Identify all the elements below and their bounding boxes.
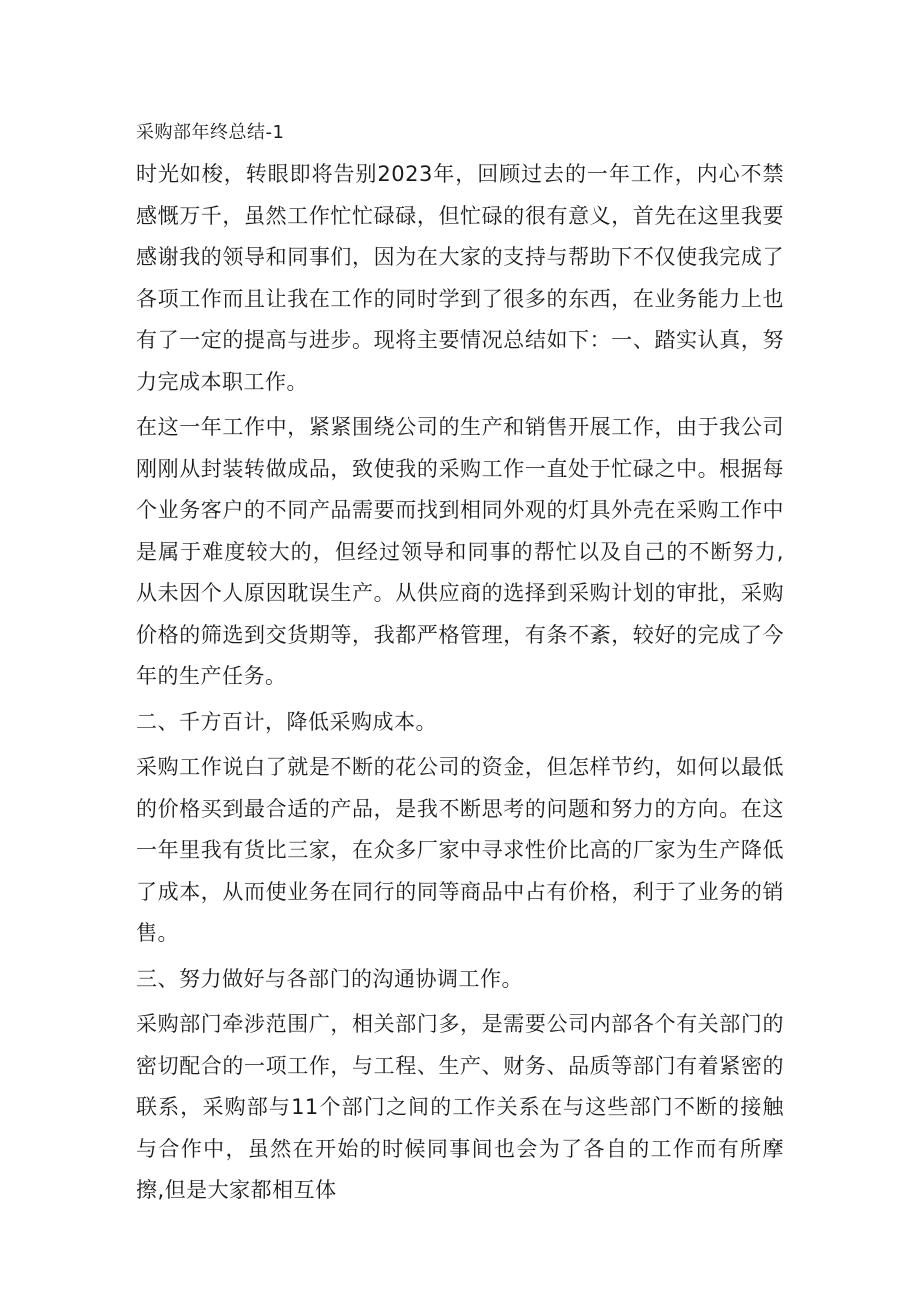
- section-heading-2: 二、千方百计，降低采购成本。: [136, 709, 437, 734]
- paragraph-section-1-body: 在这一年工作中，紧紧围绕公司的生产和销售开展工作，由于我公司刚刚从封装转做成品，致使我的采购工作一直处于忙碌之中。根据每个业务客户的不同产品需要而找到相同外观的灯具外壳在采购工作中是属于难度较大的，但经过领导和同事的帮忙以及自己的不断努力,从未因个人原因耽误生产。从供应商的选择到采购计划的审批，采购价格的筛选到交货期等，我都严格管理，有条不紊，较好的完成了今年的生产任务。: [136, 415, 784, 688]
- paragraph-intro: 时光如梭，转眼即将告别2023年，回顾过去的一年工作，内心不禁感慨万千，虽然工作忙忙碌碌，但忙碌的很有意义，首先在这里我要感谢我的领导和同事们，因为在大家的支持与帮助下不仅使我完成了各项工作而且让我在工作的同时学到了很多的东西，在业务能力上也有了一定的提高与进步。现将主要情况总结如下：一、踏实认真，努力完成本职工作。: [136, 162, 784, 394]
- document-page: [136, 118, 784, 1212]
- document-title: 采购部年终总结-1: [136, 122, 285, 143]
- paragraph-section-2-body: 采购工作说白了就是不断的花公司的资金，但怎样节约，如何以最低的价格买到最合适的产品，是我不断思考的问题和努力的方向。在这一年里我有货比三家，在众多厂家中寻求性价比高的厂家为生产降低了成本，从而使业务在同行的同等商品中占有价格，利于了业务的销售。: [136, 755, 784, 945]
- section-heading-3: 三、努力做好与各部门的沟通协调工作。: [136, 966, 523, 991]
- paragraph-section-3-body: 采购部门牵涉范围广，相关部门多，是需要公司内部各个有关部门的密切配合的一项工作，与工程、生产、财务、品质等部门有着紧密的联系，采购部与11个部门之间的工作关系在与这些部门不断的接触与合作中，虽然在开始的时候同事间也会为了各自的工作而有所摩擦,但是大家都相互体: [136, 1012, 784, 1202]
